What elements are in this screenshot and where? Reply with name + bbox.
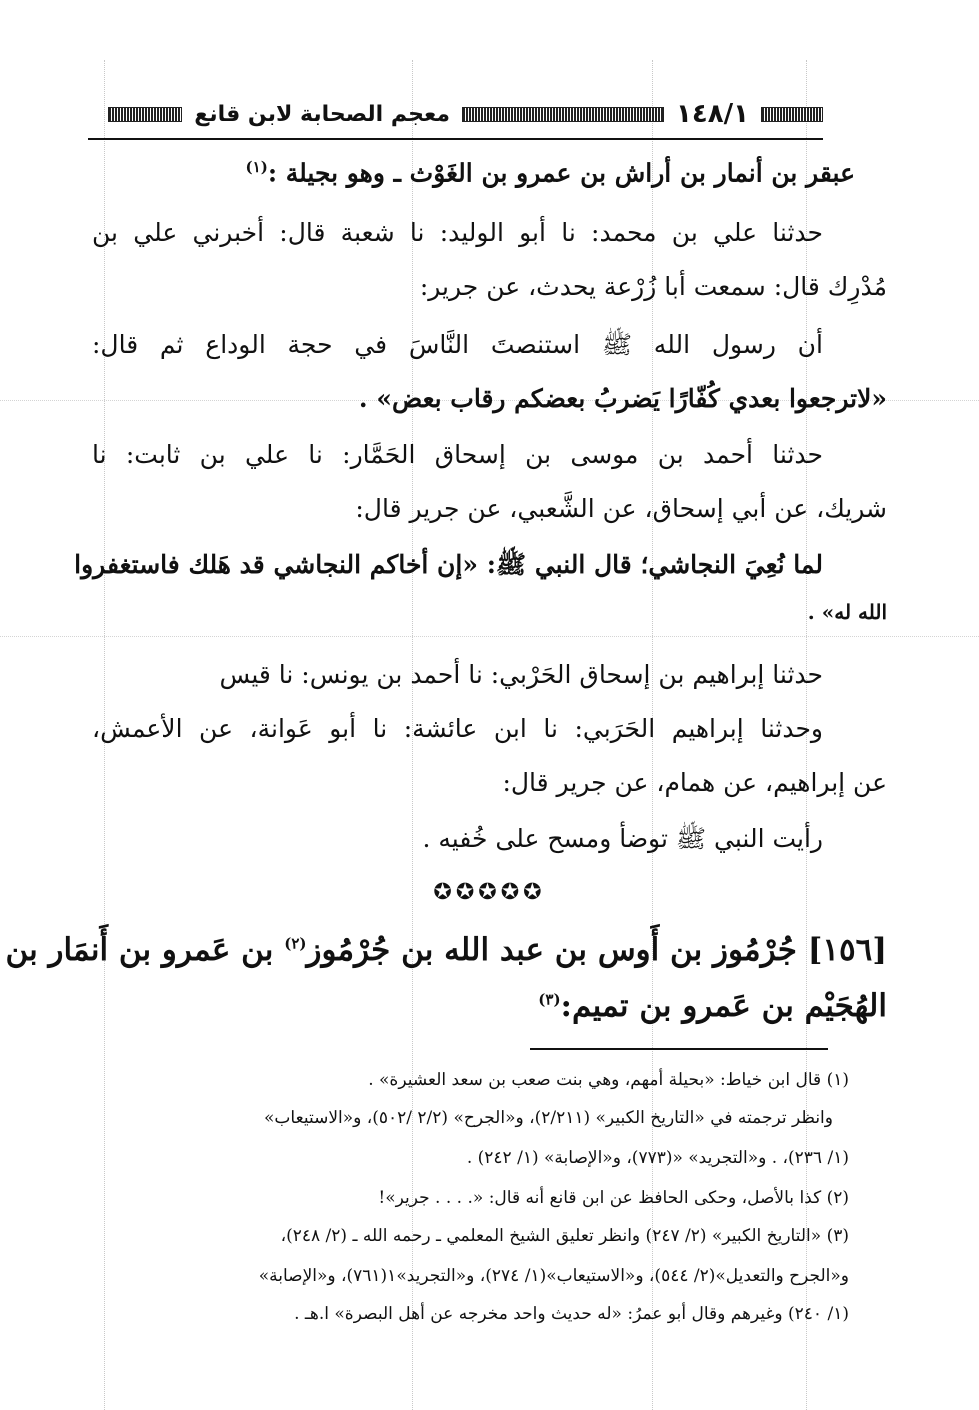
entry-heading [92, 988, 887, 1025]
text-line: رأيت النبي ﷺ توضأ ومسح على خُفيه . [422, 824, 823, 853]
footnote: و«الجرح والتعديل»(٢/ ٥٤٤)، و«الاستيعاب»(١/ ٢٧٤)، و«التجريد»١(٧٦١)، و«الإصابة» [258, 1266, 849, 1286]
text-line: حدثنا إبراهيم بن إسحاق الحَرْبي: نا أحمد بن يونس: نا قيس [219, 660, 823, 689]
entry-heading-text: بن عَمرو بن أَنمَار بن [5, 932, 285, 968]
footnote: وانظر ترجمته في «التاريخ الكبير» (٢/٢١١)، و«الجرح» (٢/٢ /٥٠٢)، و«الاستيعاب» [264, 1108, 833, 1128]
footnote-rule [530, 1048, 828, 1050]
text-line: شريك، عن أبي إسحاق، عن الشَّعبي، عن جرير قال: [355, 494, 887, 523]
text-line: عن إبراهيم، عن همام، عن جرير قال: [502, 768, 887, 797]
entry-heading-text: [١٥٦] جُرْمُوز بن أَوس بن عبد الله بن جُرْمُوز [306, 932, 887, 968]
text-line: حدثنا علي بن محمد: نا أبو الوليد: نا شعبة قال: أخبرني علي بن [92, 218, 823, 247]
footnote: (٢) كذا بالأصل، وحكى الحافظ عن ابن قانع أنه قال: «. . . . جرير»! [378, 1188, 849, 1208]
entry-heading-text: الهُجَيْم بن عَمرو بن تميم: [560, 988, 887, 1024]
footnote: (٣) «التاريخ الكبير» (٢/ ٢٤٧) وانظر تعليق الشيخ المعلمي ـ رحمه الله ـ (٢/ ٢٤٨)، [280, 1226, 849, 1246]
heading-text: عبقر بن أنمار بن أراش بن عمرو بن الغَوْث ـ وهو بجيلة : [267, 158, 855, 188]
running-title: معجم الصحابة لابن قانع [194, 101, 451, 127]
footnote: (١) قال ابن خياط: «بحيلة أمهم، وهي بنت صعب بن سعد العشيرة» . [368, 1070, 849, 1090]
footnote-marker: (٣) [538, 990, 561, 1009]
text-line: وحدثنا إبراهيم الحَرَبي: نا ابن عائشة: نا أبو عَوانة، عن الأعمش، [92, 714, 823, 743]
section-heading [92, 158, 855, 188]
page-number: ١٤٨/١ [676, 99, 749, 129]
footnote: (١/ ٢٤٠) وغيرهم وقال أبو عمرُ: «له حديث واحد مخرجه عن أهل البصرة» ا.هـ . [294, 1304, 849, 1324]
header-ornament [108, 107, 182, 122]
hadith-text: الله له» . [807, 600, 887, 624]
header-rule [88, 138, 823, 140]
entry-heading [5, 932, 887, 969]
footnote-marker: (٢) [284, 934, 307, 953]
hadith-text: «لاترجعوا بعدي كُفّارًا يَضربُ بعضكم رقاب بعض» . [358, 384, 887, 413]
section-separator: ✪✪✪✪✪ [433, 880, 546, 905]
running-header [88, 96, 823, 132]
scan-guide-line [0, 636, 979, 637]
text-line: مُدْرِك قال: سمعت أبا زُرْعة يحدث، عن جرير: [419, 272, 887, 301]
text-line: أن رسول الله ﷺ استنصتَ النَّاسَ في حجة الوداع ثم قال: [92, 330, 823, 359]
footnote-marker: (١) [245, 158, 268, 176]
header-ornament [761, 107, 823, 122]
hadith-text: لما نُعِيَ النجاشي؛ قال النبي ﷺ: «إن أخاكم النجاشي قد هَلك فاستغفروا [74, 550, 823, 579]
header-ornament [462, 107, 664, 122]
text-line: حدثنا أحمد بن موسى بن إسحاق الحَمَّار: نا علي بن ثابت: نا [92, 440, 823, 469]
footnote: (١/ ٢٣٦)، . و«التجريد» «(٧٧٣)، و«الإصابة» (١/ ٢٤٢) . [466, 1148, 849, 1168]
